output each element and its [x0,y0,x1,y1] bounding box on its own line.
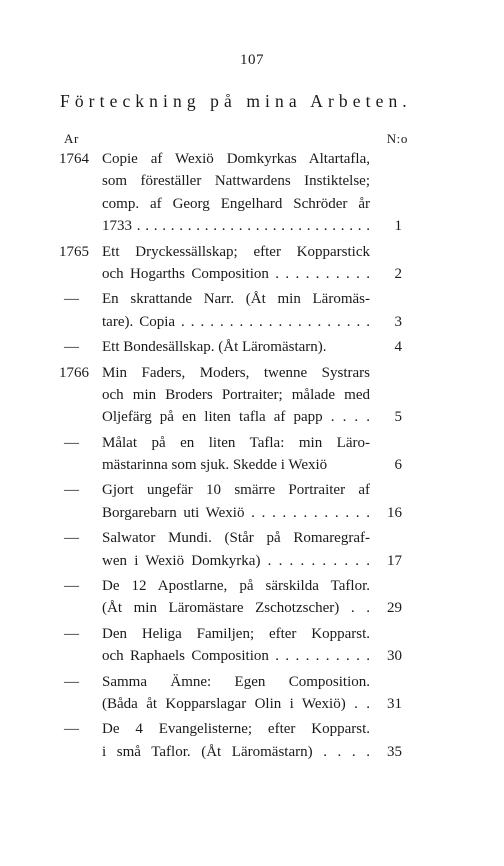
entry-year: 1765 [59,243,89,260]
entry-line [0,406,504,428]
entry-text: comp. af Georg Engelhard Schröder år [102,195,370,212]
works-list [0,148,504,766]
entry-line [0,263,504,285]
entry-year: — [64,291,79,308]
entry-year: 1766 [59,364,89,381]
entry-text: Salwator Mundi. (Står på Romaregraf- [102,530,370,547]
entry-year: — [64,625,79,642]
entry-line [0,741,504,763]
list-item [0,575,504,620]
entry-year: — [64,578,79,595]
entry-text: En skrattande Narr. (Åt min Läromäs- [102,291,370,308]
list-item [0,479,504,524]
entry-number: 16 [387,504,402,521]
entry-text: Målat på en liten Tafla: min Läro- [102,434,370,451]
entry-line [0,550,504,572]
entry-line [0,432,504,454]
entry-line [0,575,504,597]
entry-line [0,215,504,237]
page-number: 107 [240,52,264,68]
entry-line [0,148,504,170]
entry-text: Ett Bondesällskap. (Åt Läromästarn). [102,339,327,356]
entry-text: mästarinna som sjuk. Skedde i Wexiö [102,457,328,474]
entry-text: De 12 Apostlarne, på särskilda Taflor. [102,578,370,595]
year-column-header: Ar [64,131,79,146]
list-item [0,336,504,358]
entry-text: Oljefärg på en liten tafla af papp . . . . [102,409,370,426]
entry-text: och Raphaels Composition . . . . . . . . . . [102,648,370,665]
entry-line [0,170,504,192]
entry-text: wen i Wexiö Domkyrka) . . . . . . . . . . [102,552,370,569]
entry-year: 1764 [59,151,89,167]
entry-line [0,527,504,549]
entry-line [0,597,504,619]
entry-text: och Hogarths Composition . . . . . . . . . . [102,265,370,282]
entry-number: 35 [387,743,402,760]
entry-line [0,193,504,215]
entry-text: tare). Copia . . . . . . . . . . . . . . . . . . . . [102,313,370,330]
list-item [0,671,504,716]
entry-line [0,288,504,310]
list-item [0,241,504,286]
entry-line [0,645,504,667]
entry-line [0,479,504,501]
entry-line [0,671,504,693]
entry-line [0,502,504,524]
entry-text: som föreställer Nattwardens Instiktelse; [102,173,370,190]
entry-number: 30 [387,648,402,665]
number-column-header: N:o [386,131,408,146]
entry-text: Min Faders, Moders, twenne Systrars [102,364,370,381]
entry-number: 17 [387,552,402,569]
entry-number: 31 [387,695,402,712]
entry-text: De 4 Evangelisterne; efter Kopparst. [102,721,370,738]
entry-text: Copie af Wexiö Domkyrkas Altartafla, [102,151,370,167]
entry-line [0,336,504,358]
entry-text: (Åt min Läromästare Zschotzscher) . . [102,600,370,617]
entry-year: — [64,482,79,499]
page-title: Förteckning på mina Arbeten. [60,91,412,111]
entry-text: Samma Ämne: Egen Composition. [102,673,370,690]
entry-line [0,241,504,263]
entry-year: — [64,721,79,738]
entry-year: — [64,673,79,690]
entry-line [0,454,504,476]
entry-text: 1733 . . . . . . . . . . . . . . . . . . . . . . . . . . . . [102,218,370,235]
entry-text: Ett Dryckessällskap; efter Kopparstick [102,243,370,260]
entry-line [0,718,504,740]
entry-line [0,311,504,333]
entry-text: Den Heliga Familjen; efter Kopparst. [102,625,370,642]
entry-text: i små Taflor. (Åt Läromästarn) . . . . [102,743,370,760]
entry-number: 2 [394,265,402,282]
list-item [0,623,504,668]
list-item [0,148,504,238]
entry-line [0,384,504,406]
entry-number: 4 [394,339,402,356]
entry-number: 3 [394,313,402,330]
entry-line [0,362,504,384]
list-item [0,718,504,763]
entry-number: 1 [394,218,402,235]
entry-line [0,693,504,715]
list-item [0,362,504,429]
entry-number: 5 [394,409,402,426]
entry-text: Borgarebarn uti Wexiö . . . . . . . . . . . . [102,504,370,521]
entry-year: — [64,339,79,356]
list-item [0,527,504,572]
entry-year: — [64,434,79,451]
list-item [0,432,504,477]
list-item [0,288,504,333]
entry-number: 29 [387,600,402,617]
entry-number: 6 [394,457,402,474]
entry-text: och min Broders Portraiter; målade med [102,386,370,403]
entry-text: Gjort ungefär 10 smärre Portraiter af [102,482,370,499]
entry-text: (Båda åt Kopparslagar Olin i Wexiö) . . [102,695,370,712]
entry-year: — [64,530,79,547]
entry-line [0,623,504,645]
